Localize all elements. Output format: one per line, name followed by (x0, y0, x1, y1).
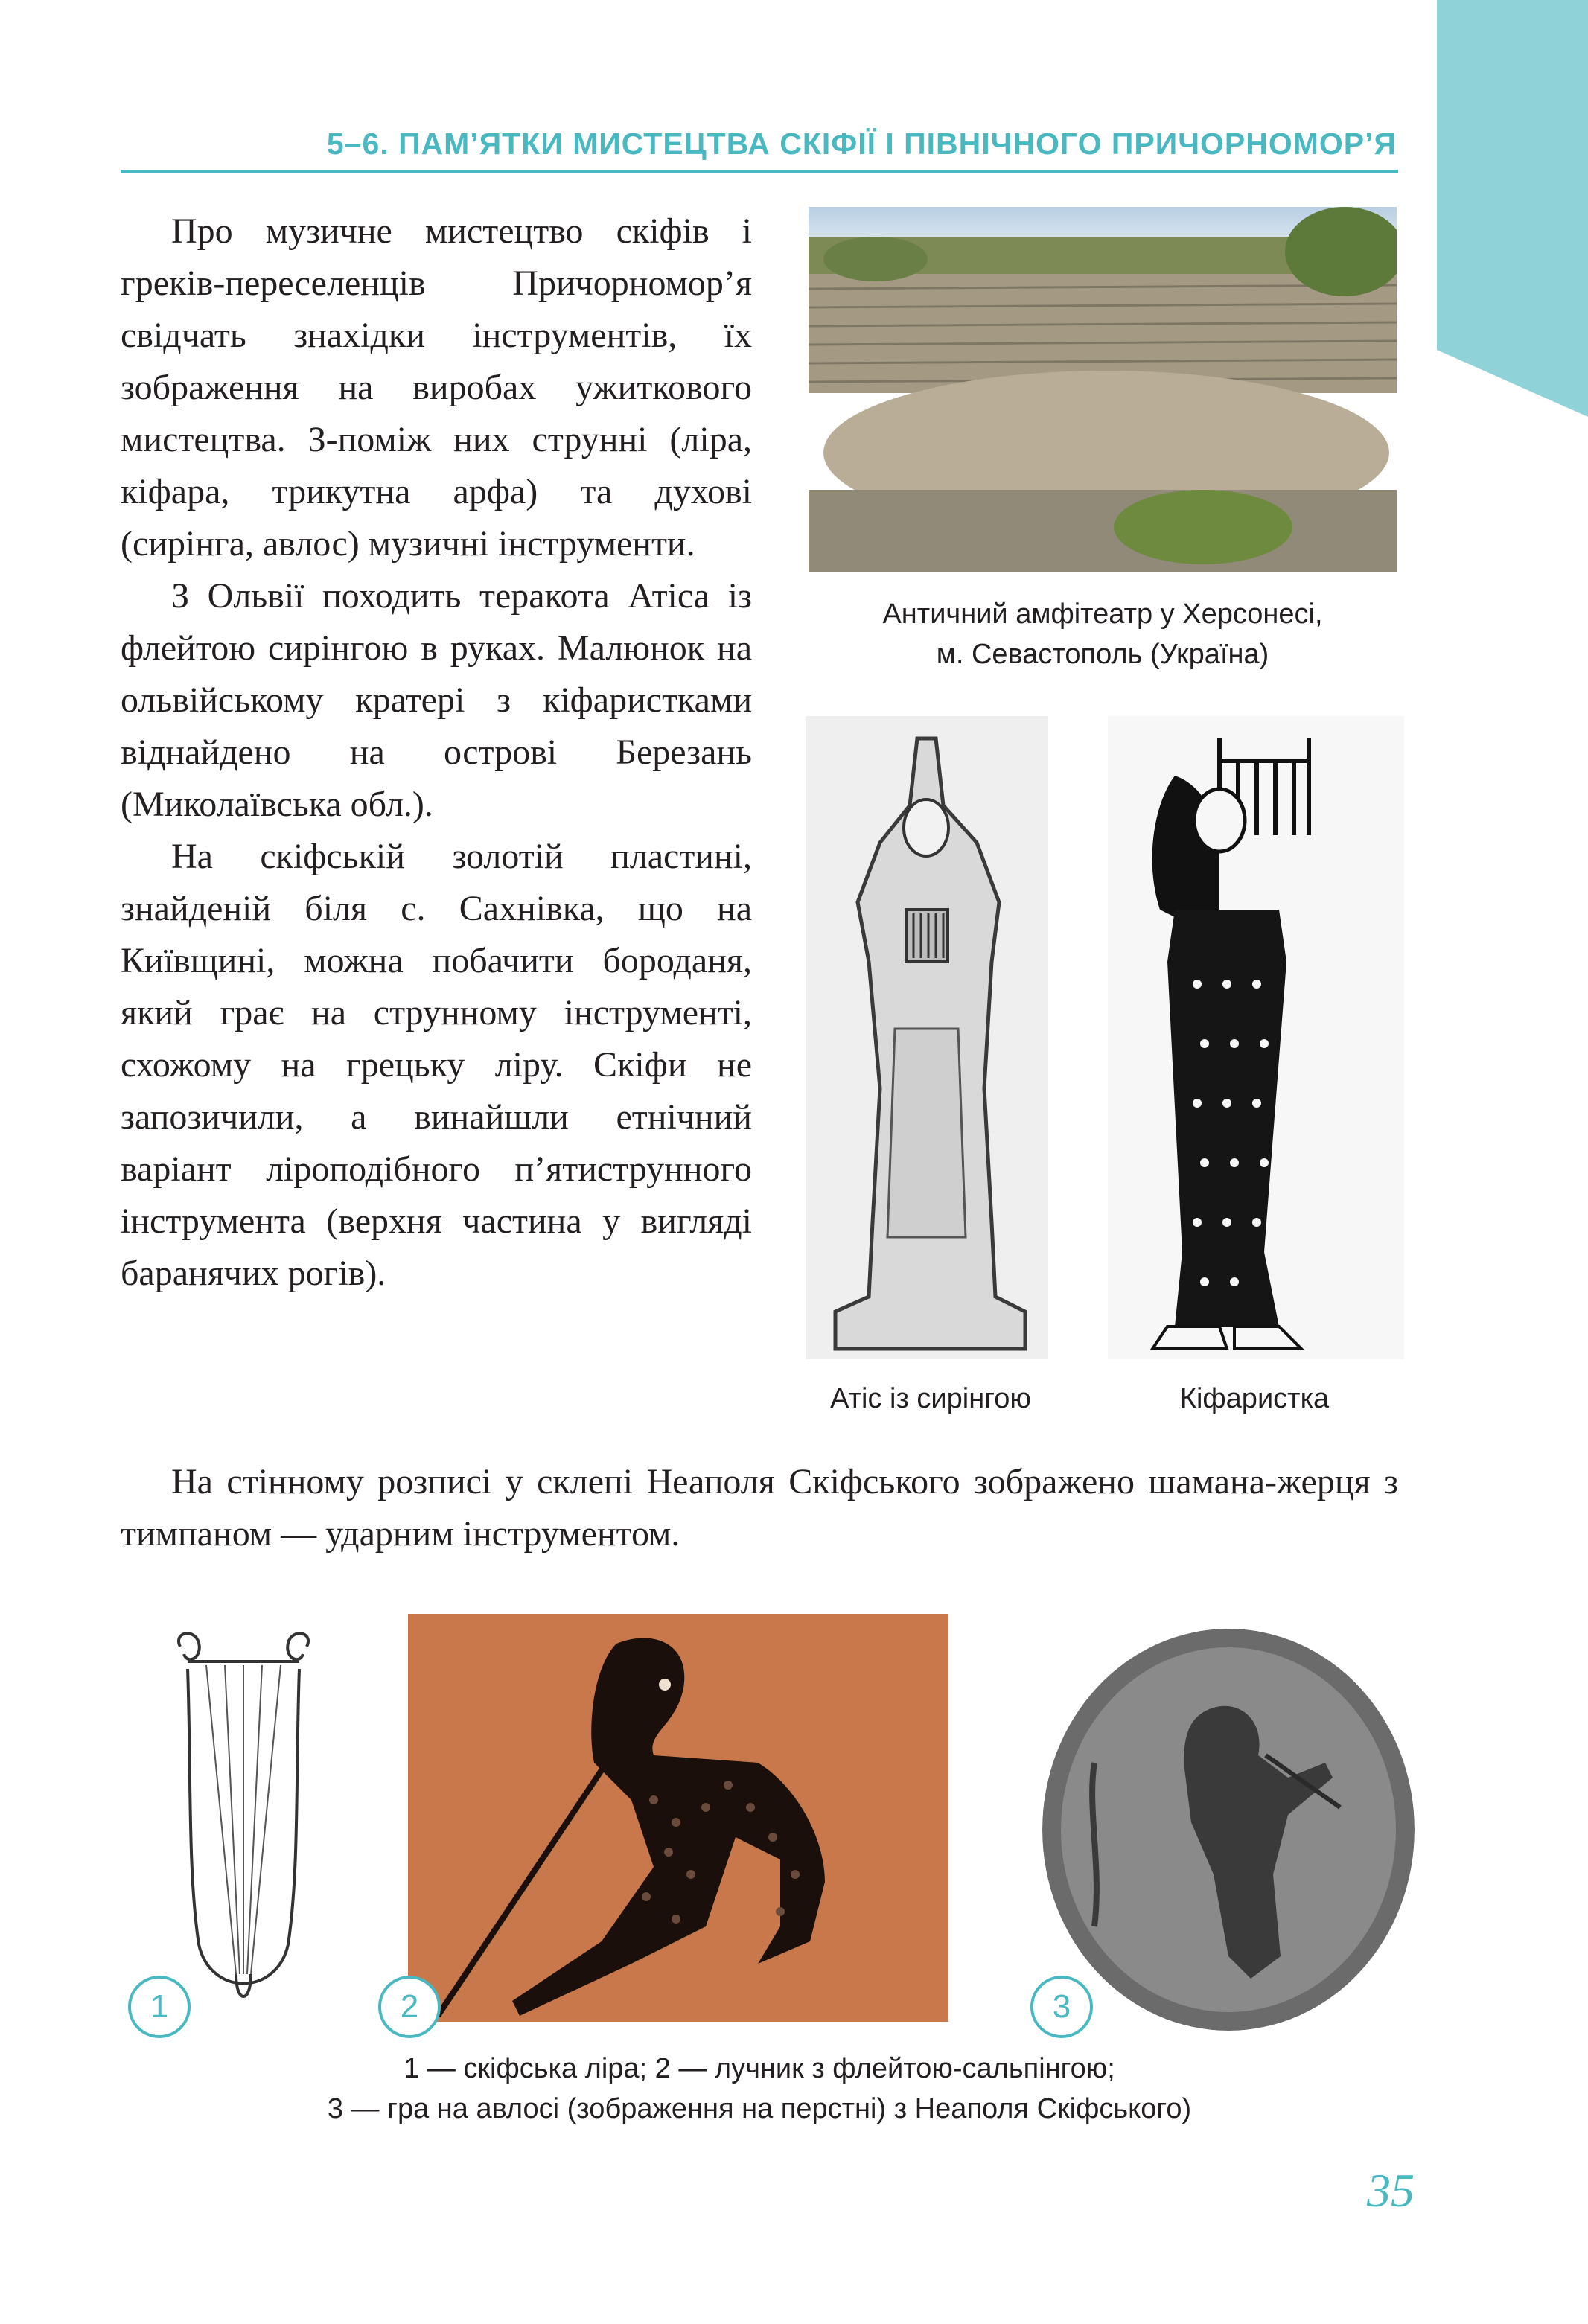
amphitheatre-photo (809, 207, 1397, 572)
atis-figurine-image (806, 716, 1048, 1359)
header-rule (121, 170, 1398, 173)
atis-caption: Атіс із сирінгою (830, 1383, 1031, 1414)
full-width-text (121, 1456, 1398, 1560)
amphitheatre-caption-line2: м. Севастополь (Україна) (936, 639, 1269, 670)
bottom-caption (121, 2049, 1398, 2129)
paragraph-1: Про музичне мистецтво скіфів і греків-переселенців Причорномор’я свідчать знахідки інструментів, їх зображення на виробах ужиткового мистецтва. З-поміж них струнні (ліра, кіфара, трикутна арфа) та духові (сирінга, авлос) музичні інструменти. (121, 211, 752, 564)
left-column-text (121, 205, 752, 1300)
kifarystka-image (1108, 716, 1404, 1359)
amphitheatre-caption (809, 594, 1397, 674)
corner-tab (1437, 0, 1588, 417)
paragraph-3: На скіфській золотій пластині, знайденій біля с. Сахнівка, що на Київщині, можна побачити бороданя, який грає на струнному інструменті, схожому на грецьку ліру. Скіфи не запозичили, а винайшли етнічний варіант ліроподібного п’ятиструнного інструмента (верхня частина у вигляді баранячих рогів). (121, 837, 752, 1293)
chapter-header: 5–6. ПАМ’ЯТКИ МИСТЕЦТВА СКІФІЇ І ПІВНІЧНОГО ПРИЧОРНОМОР’Я (326, 127, 1397, 161)
bottom-caption-line1: 1 — скіфська ліра; 2 — лучник з флейтою-сальпінгою; (404, 2053, 1115, 2084)
scythian-lyre-drawing (165, 1624, 322, 2019)
ring-aulos-image (1042, 1629, 1415, 2031)
paragraph-4: На стінному розписі у склепі Неаполя Скіфського зображено шамана-жерця з тимпаном — ударним інструментом. (121, 1462, 1398, 1554)
figure-number-3: 3 (1030, 1976, 1093, 2038)
archer-vase-image (408, 1614, 948, 2022)
paragraph-2: З Ольвії походить теракота Атіса із флейтою сирінгою в руках. Малюнок на ольвійському кратері з кіфаристками віднайдено на острові Березань (Миколаївська обл.). (121, 576, 752, 824)
amphitheatre-caption-line1: Античний амфітеатр у Херсонесі, (882, 598, 1323, 630)
figure-number-2: 2 (378, 1976, 441, 2038)
bottom-caption-line2: 3 — гра на авлосі (зображення на перстні) з Неаполя Скіфського) (327, 2093, 1192, 2125)
kifarystka-caption: Кіфаристка (1179, 1383, 1330, 1414)
page-number: 35 (1367, 2164, 1415, 2217)
figure-number-1: 1 (128, 1976, 191, 2038)
